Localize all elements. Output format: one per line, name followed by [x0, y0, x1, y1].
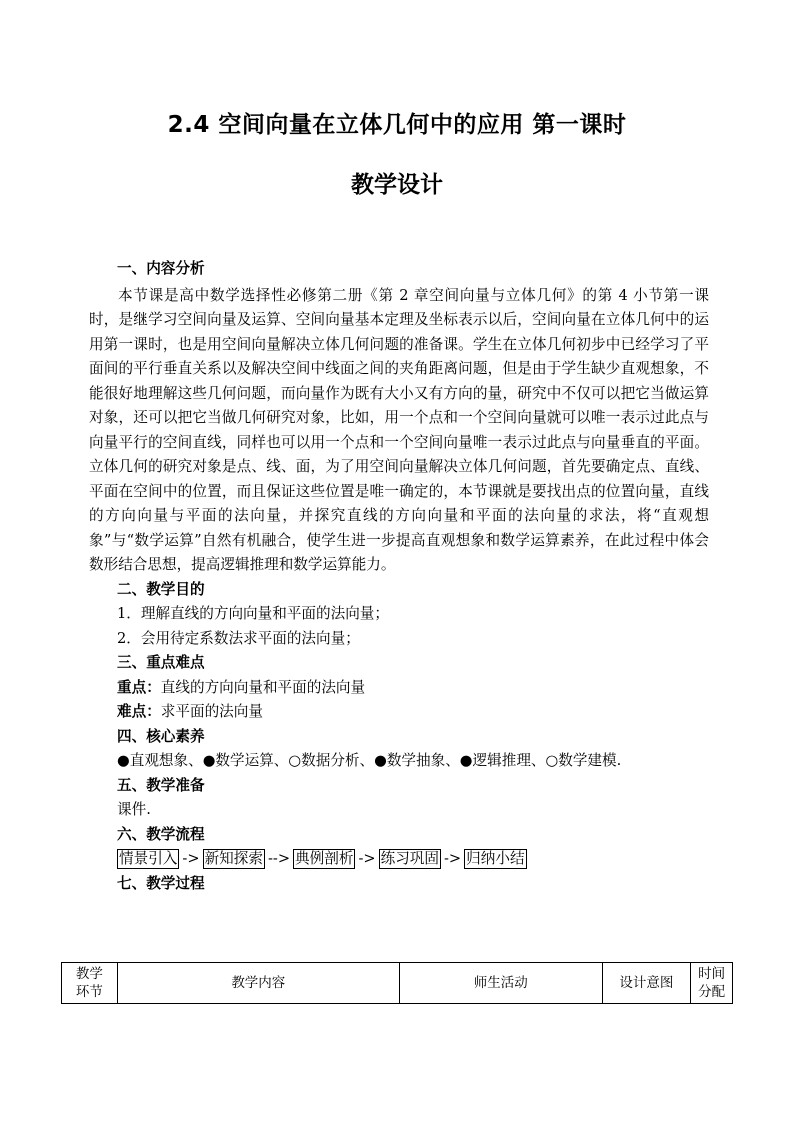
core-literacy-text: ●直观想象、●数学运算、○数据分析、●数学抽象、●逻辑推理、○数学建模. [117, 752, 622, 769]
key-point-line [89, 676, 709, 701]
teaching-flow-chart [89, 847, 709, 872]
key-point-label: 重点： [117, 678, 161, 696]
flow-step-examples: 典例剖析 [295, 850, 354, 868]
section-heading-core-literacy: 四、核心素养 [117, 727, 205, 745]
col-header-intent: 设计意图 [602, 963, 691, 1004]
flow-step-intro: 情景引入 [119, 850, 178, 868]
flow-arrow-icon: -> [358, 850, 376, 867]
doc-body [89, 257, 709, 896]
difficulty-text: 求平面的法向量 [160, 703, 263, 720]
preparation-text: 课件. [117, 801, 151, 818]
table-header-row [62, 963, 733, 1004]
flow-step-summary: 归纳小结 [466, 850, 525, 868]
section-heading-content-analysis: 一、内容分析 [117, 260, 205, 277]
section-heading-teaching-process: 七、教学过程 [117, 874, 205, 892]
flow-step-practice: 练习巩固 [380, 850, 439, 868]
col-header-content: 教学内容 [117, 963, 399, 1004]
section-heading-teaching-flow: 六、教学流程 [117, 825, 205, 843]
doc-subtitle: 教学设计 [351, 172, 443, 198]
difficulty-line [89, 700, 709, 725]
difficulty-label: 难点： [117, 703, 161, 720]
goal-item-2: 2．会用待定系数法求平面的法向量； [117, 629, 360, 647]
section-heading-teaching-goals: 二、教学目的 [117, 580, 205, 598]
flow-step-explore: 新知探索 [204, 850, 263, 868]
section-heading-preparation: 五、教学准备 [117, 776, 205, 794]
section-heading-key-points: 三、重点难点 [117, 654, 205, 671]
teaching-process-table [61, 962, 733, 1004]
doc-title: 2.4 空间向量在立体几何中的应用 第一课时 [167, 112, 627, 138]
key-point-text: 直线的方向向量和平面的法向量 [160, 678, 366, 696]
flow-arrow-icon: --> [267, 850, 291, 867]
col-header-time: 时间 分配 [691, 963, 733, 1004]
content-analysis-paragraph: 本节课是高中数学选择性必修第二册《第 2 章空间向量与立体几何》的第 4 小节第一课时，是继学习空间向量及运算、空间向量基本定理及坐标表示以后，空间向量在立体几何中的运用第一课时，也是用空间向量解决立体几何问题的准备课。学生在立体几何初步中已经学习了平面间的平行垂直关系以及解决空间中线面之间的夹角距离问题，但是由于学生缺少直观想象，不能很好地理解这些几何问题，而向量作为既有大小又有方向的量，研究中不仅可以把它当做运算对象，还可以把它当做几何研究对象，比如，用一个点和一个空间向量就可以唯一表示过此点与向量平行的空间直线，同样也可以用一个点和一个空间向量唯一表示过此点与向量垂直的平面。立体几何的研究对象是点、线、面，为了用空间向量解决立体几何问题，首先要确定点、直线、平面在空间中的位置，而且保证这些位置是唯一确定的，本节课就是要找出点的位置向量，直线的方向向量与平面的法向量，并探究直线的方向向量和平面的法向量的求法，将“直观想象”与“数学运算”自然有机融合，使学生进一步提高直观想象和数学运算素养，在此过程中体会数形结合思想，提高逻辑推理和数学运算能力。 [89, 286, 709, 573]
col-header-activity: 师生活动 [399, 963, 602, 1004]
col-header-stage: 教学 环节 [62, 963, 118, 1004]
goal-item-1: 1．理解直线的方向向量和平面的法向量； [117, 605, 389, 622]
flow-arrow-icon: -> [182, 850, 200, 867]
flow-arrow-icon: -> [444, 850, 462, 867]
